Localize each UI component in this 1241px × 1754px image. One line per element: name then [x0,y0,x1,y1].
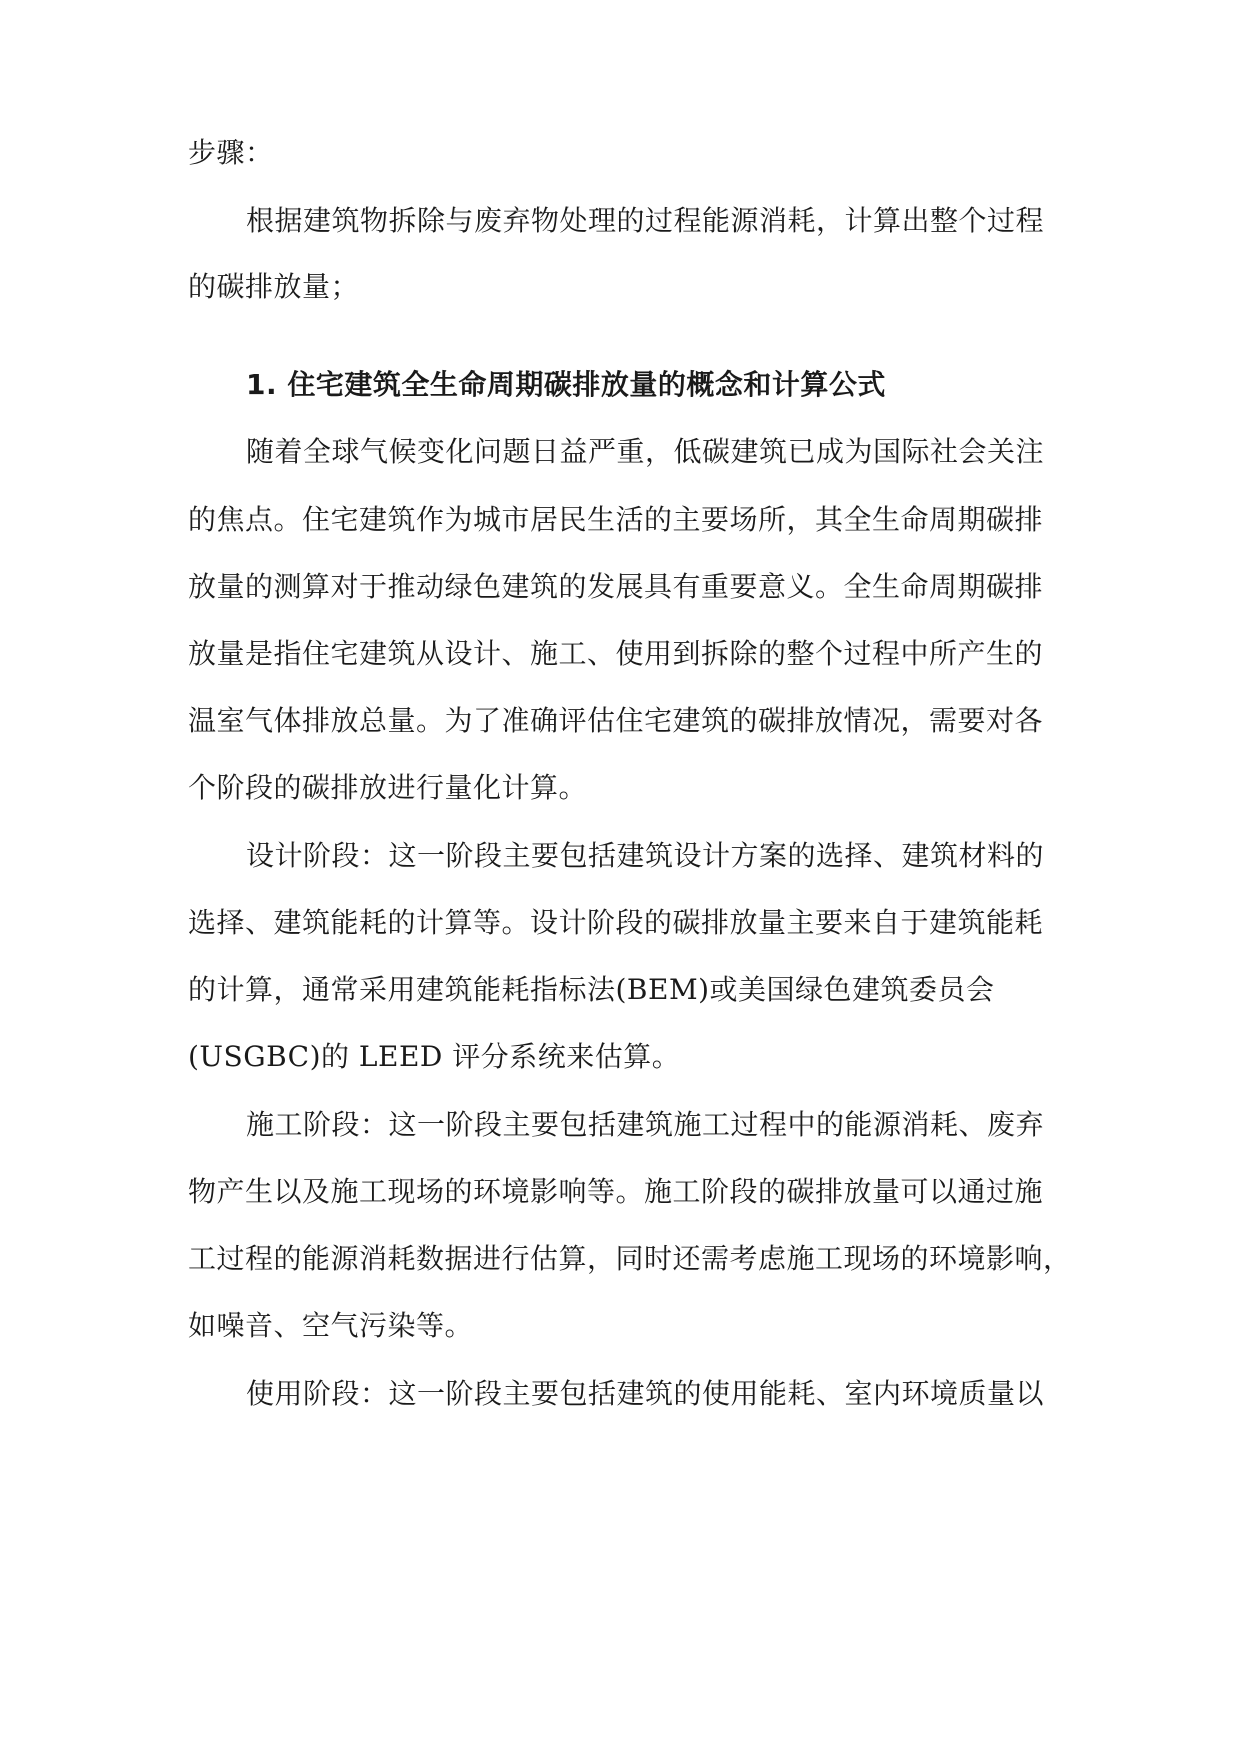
paragraph-background-line: 随着全球气候变化问题日益严重，低碳建筑已成为国际社会关注 [246,435,1045,468]
paragraph-design-line: 选择、建筑能耗的计算等。设计阶段的碳排放量主要来自于建筑能耗 [188,906,1044,939]
paragraph-construction-line: 工过程的能源消耗数据进行估算，同时还需考虑施工现场的环境影响， [188,1242,1072,1275]
paragraph-construction-line: 如噪音、空气污染等。 [188,1309,474,1342]
paragraph-background-line: 个阶段的碳排放进行量化计算。 [188,771,588,804]
paragraph-background-line: 放量的测算对于推动绿色建筑的发展具有重要意义。全生命周期碳排 [188,570,1044,603]
paragraph-background-line: 的焦点。住宅建筑作为城市居民生活的主要场所，其全生命周期碳排 [188,503,1044,536]
paragraph-construction-line: 施工阶段：这一阶段主要包括建筑施工过程中的能源消耗、废弃 [246,1108,1045,1141]
paragraph-background-line: 放量是指住宅建筑从设计、施工、使用到拆除的整个过程中所产生的 [188,637,1044,670]
paragraph-design-line: 的计算，通常采用建筑能耗指标法(BEM)或美国绿色建筑委员会 [188,973,995,1006]
paragraph-background-line: 温室气体排放总量。为了准确评估住宅建筑的碳排放情况，需要对各 [188,704,1044,737]
section-heading: 1. 住宅建筑全生命周期碳排放量的概念和计算公式 [246,368,886,401]
paragraph-design-line: 设计阶段：这一阶段主要包括建筑设计方案的选择、建筑材料的 [246,839,1045,872]
paragraph-design-line: (USGBC)的 LEED 评分系统来估算。 [188,1040,681,1073]
paragraph-intro-line: 步骤： [188,136,274,169]
paragraph-calc-line: 的碳排放量； [188,270,360,303]
paragraph-construction-line: 物产生以及施工现场的环境影响等。施工阶段的碳排放量可以通过施 [188,1175,1044,1208]
paragraph-calc-line: 根据建筑物拆除与废弃物处理的过程能源消耗，计算出整个过程 [246,204,1045,237]
paragraph-use-line: 使用阶段：这一阶段主要包括建筑的使用能耗、室内环境质量以 [246,1377,1045,1410]
